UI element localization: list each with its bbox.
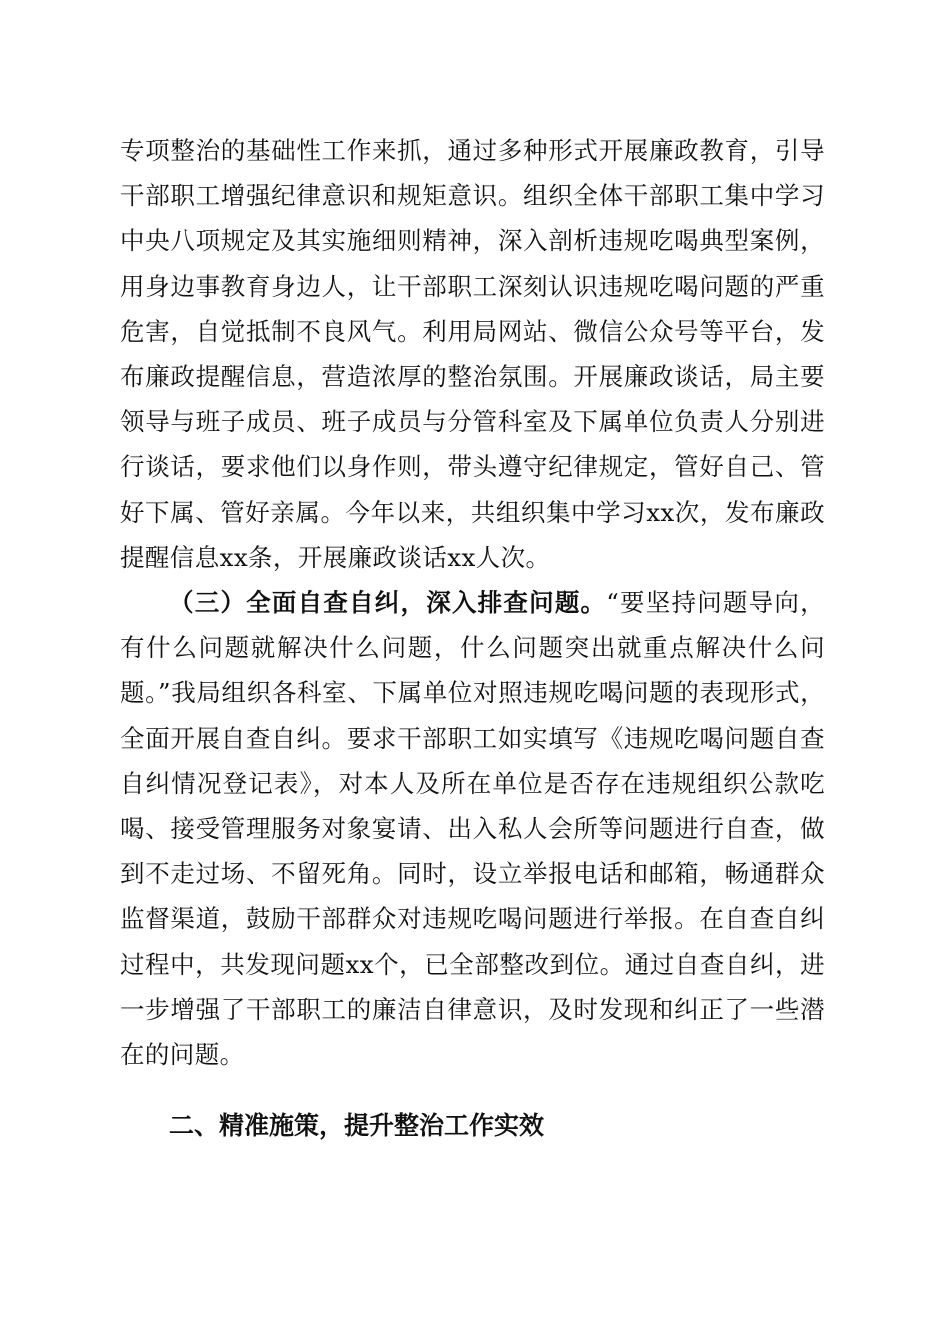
subsection-heading-3: （三）全面自查自纠，深入排查问题。 — [169, 588, 607, 618]
paragraph-self-inspection — [120, 580, 825, 1077]
document-page — [120, 128, 825, 1148]
paragraph-self-inspection-body: “要坚持问题导向，有什么问题就解决什么问题，什么问题突出就重点解决什么问题。”我局组织各科室、下属单位对照违规吃喝问题的表现形式，全面开展自查自纠。要求干部职工如实填写《违规吃喝问题自查自纠情况登记表》，对本人及所在单位是否存在违规组织公款吃喝、接受管理服务对象宴请、出入私人会所等问题进行自查，做到不走过场、不留死角。同时，设立举报电话和邮箱，畅通群众监督渠道，鼓励干部群众对违规吃喝问题进行举报。在自查自纠过程中，共发现问题xx个，已全部整改到位。通过自查自纠，进一步增强了干部职工的廉洁自律意识，及时发现和纠正了一些潜在的问题。 — [120, 588, 825, 1070]
section-heading-2: 二、精准施策，提升整治工作实效 — [169, 1111, 545, 1141]
paragraph-education: 专项整治的基础性工作来抓，通过多种形式开展廉政教育，引导干部职工增强纪律意识和规矩意识。组织全体干部职工集中学习中央八项规定及其实施细则精神，深入剖析违规吃喝典型案例，用身边事教育身边人，让干部职工深刻认识违规吃喝问题的严重危害，自觉抵制不良风气。利用局网站、微信公众号等平台，发布廉政提醒信息，营造浓厚的整治氛围。开展廉政谈话，局主要领导与班子成员、班子成员与分管科室及下属单位负责人分别进行谈话，要求他们以身作则，带头遵守纪律规定，管好自己、管好下属、管好亲属。今年以来，共组织集中学习xx次，发布廉政提醒信息xx条，开展廉政谈话xx人次。 — [120, 136, 825, 572]
